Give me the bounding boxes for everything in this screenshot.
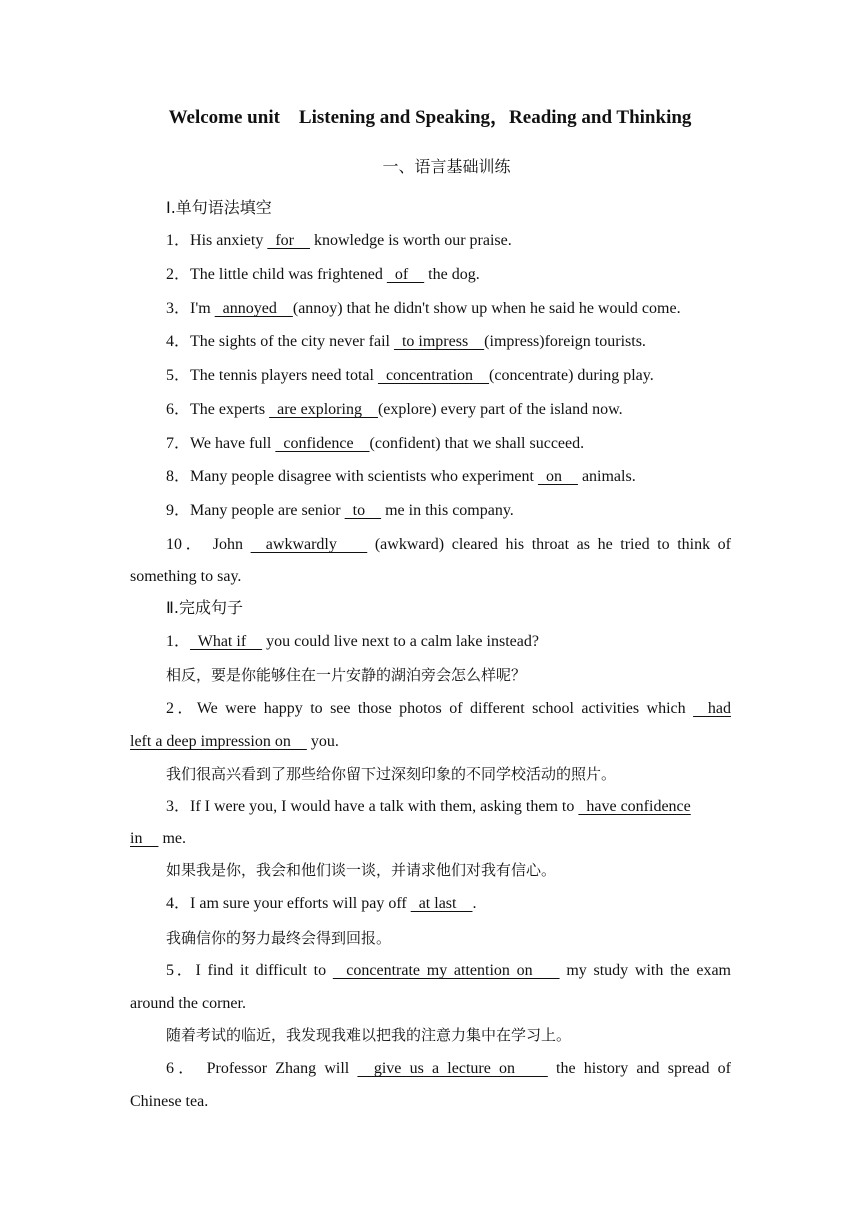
translation-text: 我们很高兴看到了那些给你留下过深刻印象的不同学校活动的照片。	[166, 765, 617, 783]
list-item: 6．The experts are exploring (explore) every part of the island now.	[166, 401, 623, 418]
translation-text: 相反，要是你能够住在一片安静的湖泊旁会怎么样呢？	[166, 666, 527, 684]
answer-blank: confidence	[275, 435, 370, 452]
section-2-title: .完成句子	[173, 598, 243, 617]
list-item: 4．The sights of the city never fail to impress (impress)foreign tourists.	[166, 333, 646, 350]
answer-blank: What if	[190, 633, 263, 650]
answer-blank: annoyed	[214, 300, 293, 317]
section-2-numeral: Ⅱ	[166, 600, 174, 617]
answer-blank: for	[267, 232, 310, 249]
translation-text: 我确信你的努力最终会得到回报。	[166, 929, 392, 947]
list-item: 9．Many people are senior to me in this company.	[166, 502, 514, 519]
answer-blank: to impress	[393, 333, 485, 350]
list-item: 1． What if you could live next to a calm lake instead?	[166, 633, 539, 650]
list-item: 8．Many people disagree with scientists who experiment on animals.	[166, 468, 636, 485]
answer-blank: left a deep impression on	[130, 733, 307, 750]
answer-blank: are exploring	[269, 401, 378, 418]
list-item: 5．The tennis players need total concentration (concentrate) during play.	[166, 367, 654, 384]
section-1-numeral: Ⅰ	[166, 200, 171, 217]
list-item: 10． John awkwardly (awkward) cleared his throat as he tried to think of	[166, 536, 732, 553]
list-item: 3．If I were you, I would have a talk with them, asking them to have confidence	[166, 798, 691, 815]
answer-blank: awkwardly	[250, 536, 368, 553]
answer-blank: of	[386, 266, 425, 283]
answer-blank: had	[693, 700, 731, 717]
answer-blank: in	[130, 830, 159, 847]
answer-blank: give us a lecture on	[357, 1060, 548, 1077]
page-title: Welcome unit Listening and Speaking，Reading and Thinking	[168, 107, 692, 128]
list-item-continuation: in me.	[130, 830, 186, 847]
section-1-title: .单句语法填空	[170, 198, 272, 217]
list-item-continuation: left a deep impression on you.	[130, 733, 339, 750]
list-item-continuation: around the corner.	[130, 995, 246, 1012]
answer-blank: at last	[410, 895, 473, 912]
list-item: 6． Professor Zhang will give us a lecture on the history and spread of	[166, 1060, 732, 1077]
list-item: 3．I'm annoyed (annoy) that he didn't show up when he said he would come.	[166, 300, 681, 317]
list-item-continuation: something to say.	[130, 568, 242, 585]
answer-blank: on	[537, 468, 578, 485]
list-item: 2．We were happy to see those photos of different school activities which had	[166, 700, 731, 717]
list-item-continuation: Chinese tea.	[130, 1093, 209, 1110]
list-item: 5．I find it difficult to concentrate my attention on my study with the exam	[166, 962, 731, 979]
part-heading: 一、语言基础训练	[382, 157, 511, 176]
answer-blank: concentration	[377, 367, 490, 384]
answer-blank: concentrate my attention on	[332, 962, 560, 979]
answer-blank: have confidence	[578, 798, 691, 815]
list-item: 2．The little child was frightened of the dog.	[166, 266, 480, 283]
section-1-heading	[166, 195, 272, 222]
list-item: 4．I am sure your efforts will pay off at last .	[166, 895, 477, 912]
translation-text: 如果我是你，我会和他们谈一谈，并请求他们对我有信心。	[166, 861, 557, 879]
list-item: 1．His anxiety for knowledge is worth our praise.	[166, 232, 512, 249]
answer-blank: to	[344, 502, 382, 519]
translation-text: 随着考试的临近，我发现我难以把我的注意力集中在学习上。	[166, 1026, 572, 1044]
section-2-heading	[166, 595, 243, 622]
list-item: 7．We have full confidence (confident) that we shall succeed.	[166, 435, 585, 452]
